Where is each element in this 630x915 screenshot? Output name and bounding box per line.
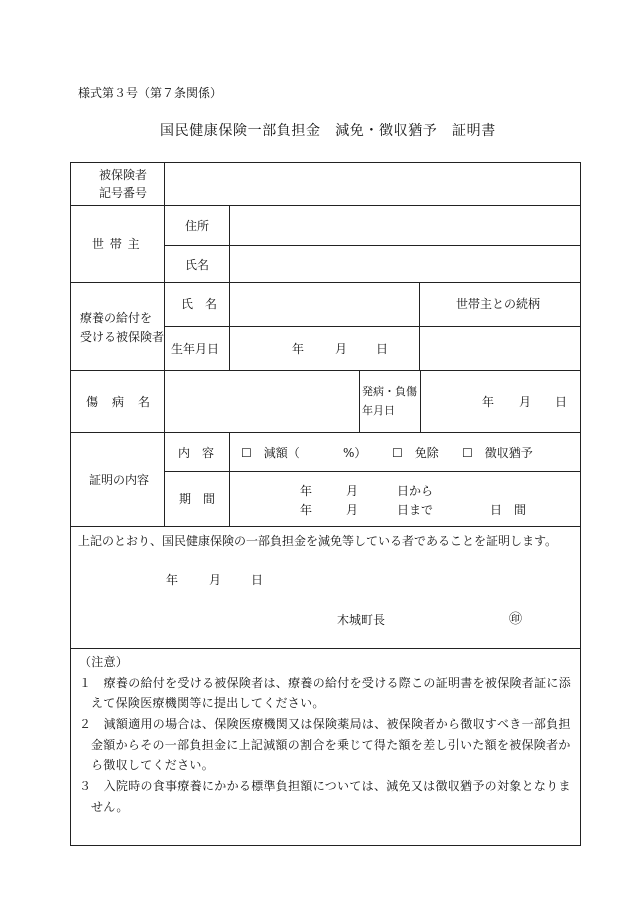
onset-label-2: 年月日	[362, 404, 395, 417]
onset-day: 日	[555, 395, 568, 409]
to-month: 月	[346, 503, 359, 517]
birthdate-label: 生年月日	[171, 342, 220, 356]
exemption-checkbox[interactable]: ☐ 免除	[392, 446, 439, 460]
recipient-name-label: 氏 名	[181, 297, 218, 311]
address-field[interactable]	[231, 207, 578, 244]
notes-heading: （注意）	[79, 655, 129, 669]
note-1-line-1: １ 療養の給付を受ける被保険者は、療養の給付を受ける際この証明書を被保険者証に添	[79, 676, 572, 690]
note-3-line-1: ３ 入院時の食事療養にかかる標準負担額については、減免又は徴収猶予の対象となりま	[79, 779, 571, 793]
form-number: 様式第３号（第７条関係）	[78, 86, 223, 100]
name-field[interactable]	[231, 247, 578, 281]
from-day: 日から	[397, 484, 434, 498]
seal-icon: ㊞	[509, 612, 523, 627]
recipient-name-field[interactable]	[231, 284, 417, 325]
insured-number-label-2: 記号番号	[99, 186, 148, 200]
certify-statement: 上記のとおり、国民健康保険の一部負担金を減免等している者であることを証明します。	[78, 534, 558, 548]
illness-field[interactable]	[166, 372, 358, 431]
from-month: 月	[346, 484, 359, 498]
note-2-line-2: 金額からその一部負担金に上記減額の割合を乗じて得た額を差し引いた額を被保険者か	[91, 738, 571, 752]
onset-month: 月	[519, 395, 532, 409]
sign-month: 月	[209, 573, 222, 587]
insured-number-field[interactable]	[166, 164, 578, 203]
to-day: 日まで	[397, 503, 434, 517]
sign-day: 日	[251, 573, 264, 587]
note-2-line-1: ２ 減額適用の場合は、保険医療機関又は保険薬局は、被保険者から徴収すべき一部負担	[79, 717, 571, 731]
recipient-label-2: 受ける被保険者	[80, 330, 165, 344]
days-label: 日 間	[490, 503, 527, 517]
note-1-line-2: えて保険医療機関等に提出してください。	[91, 696, 325, 710]
deferral-checkbox[interactable]: ☐ 徴収猶予	[462, 446, 533, 460]
reduction-checkbox[interactable]: ☐ 減額（	[241, 446, 300, 460]
insured-number-label: 被保険者	[99, 168, 148, 182]
to-year: 年	[300, 503, 313, 517]
from-year: 年	[300, 484, 313, 498]
recipient-label: 療養の給付を	[80, 311, 153, 325]
address-label: 住所	[185, 219, 210, 233]
onset-year: 年	[482, 395, 495, 409]
note-2-line-3: ら徴収してください。	[91, 758, 215, 772]
illness-label: 傷 病 名	[86, 395, 152, 409]
birth-year: 年	[292, 342, 305, 356]
cert-content-label: 証明の内容	[89, 473, 150, 487]
relation-field[interactable]	[421, 328, 578, 369]
birth-month: 月	[335, 342, 348, 356]
birth-day: 日	[376, 342, 389, 356]
mayor-name: 木城町長	[337, 613, 386, 627]
content-label: 内 容	[178, 446, 215, 460]
household-head-label: 世 帯 主	[92, 237, 141, 251]
name-label: 氏名	[185, 258, 210, 272]
page-title: 国民健康保険一部負担金 減免・徴収猶予 証明書	[160, 123, 496, 139]
onset-label: 発病・負傷	[362, 385, 417, 398]
relation-label: 世帯主との続柄	[456, 297, 541, 311]
period-label: 期 間	[179, 492, 216, 506]
reduction-percent: %）	[343, 446, 367, 460]
sign-year: 年	[166, 573, 179, 587]
note-3-line-2: せん。	[91, 800, 129, 814]
